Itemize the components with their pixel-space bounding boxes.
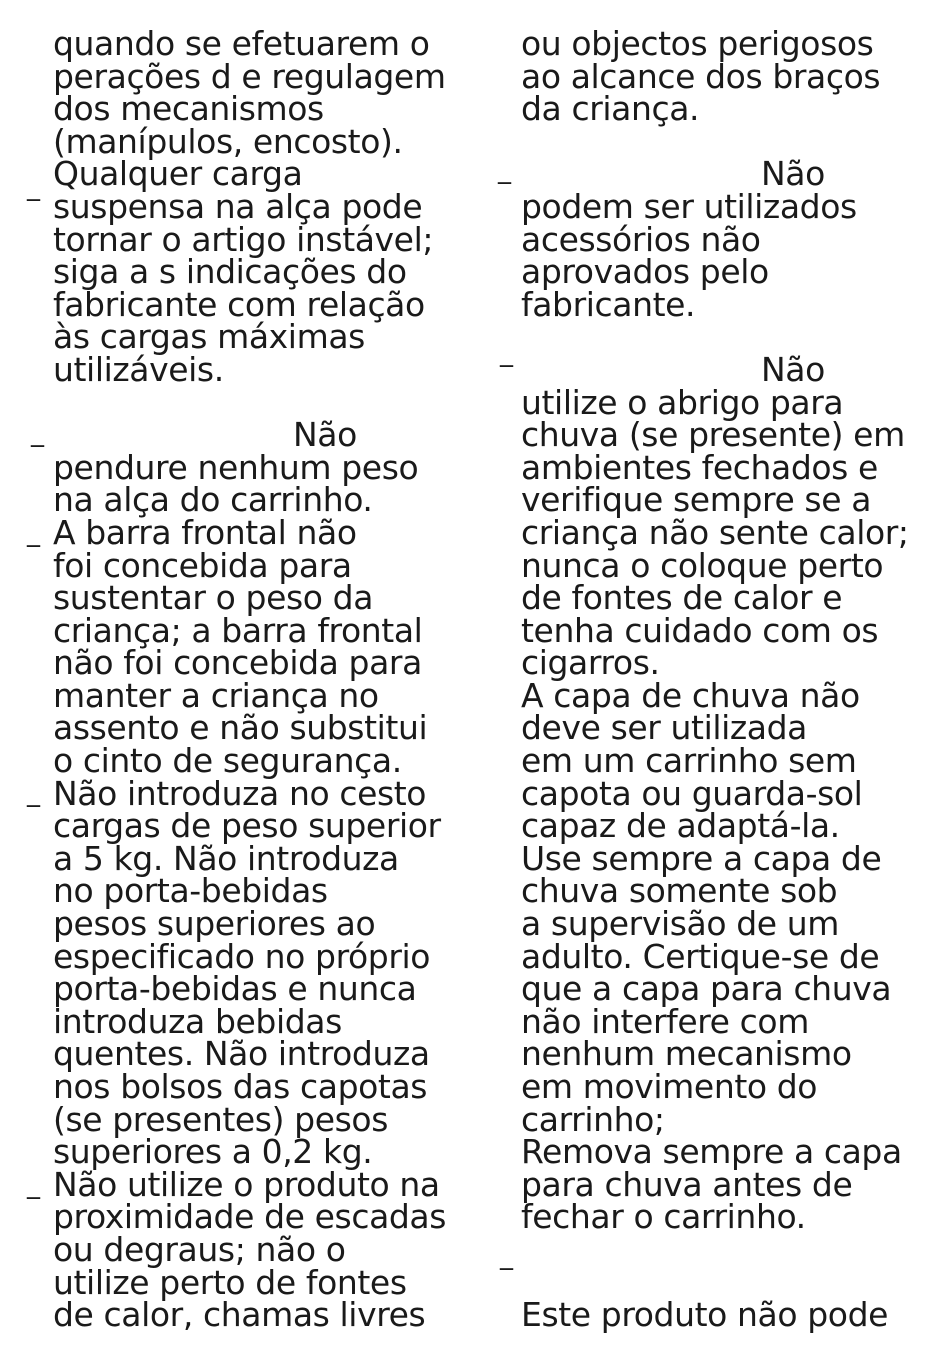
text-line: dos mecanismos [53,89,324,129]
text-line: de fontes de calor e [521,578,843,618]
text-line: criança não sente calor; [521,512,909,552]
text-line: Não utilize o produto na [53,1164,440,1204]
text-line: ao alcance dos braços [521,56,881,96]
text-line: em movimento do [521,1067,818,1106]
text-line: ou degraus; não o [53,1229,346,1269]
warning-heading: Não [293,415,357,455]
text-line: para chuva antes de [521,1164,853,1204]
text-line: podem ser utilizados [521,186,857,226]
text-line: adulto. Certique-se de [521,936,880,976]
text-line: da criança. [521,89,700,129]
bullet-dash: _ [27,518,40,548]
text-line: proximidade de escadas [53,1197,447,1237]
text-line: ambientes fechados e [521,447,878,487]
text-line: não interfere com [521,1001,809,1041]
warning-heading: Não [761,154,825,194]
text-line: introduza bebidas [53,1001,342,1041]
text-line: cigarros. [521,643,660,683]
text-line: quentes. Não introduza [53,1034,430,1074]
text-line: perações d e regulagem [53,56,446,96]
text-line: no porta-bebidas [53,871,328,911]
text-line: na alça do carrinho. [53,480,373,520]
text-line: fabricante com relação [53,284,425,324]
text-line: o cinto de segurança. [53,741,402,781]
paragraph-gap [521,126,941,159]
left-text-column [53,24,483,1335]
text-line: nenhum mecanismo [521,1034,852,1074]
text-line: Qualquer carga [53,154,303,194]
text-line: pesos superiores ao [53,904,376,944]
text-line: sustentar o peso da [53,578,374,618]
text-line: em um carrinho sem [521,741,857,781]
text-line: A capa de chuva não [521,675,860,715]
text-line: superiores a 0,2 kg. [53,1132,373,1172]
text-line: a supervisão de um [521,904,840,944]
text-line: Remova sempre a capa [521,1132,902,1172]
text-line: (se presentes) pesos [53,1099,388,1139]
text-line: cargas de peso superior [53,806,441,846]
text-line: carrinho; [521,1099,665,1139]
text-line: A barra frontal não [53,512,357,552]
text-line: foi concebida para [53,545,352,585]
warning-heading: Não [761,349,825,389]
text-line: Este produto não pode [521,1295,889,1335]
bullet-dash: _ [27,778,40,808]
text-line: capota ou guarda-sol [521,773,863,813]
text-line: de calor, chamas livres [53,1295,426,1335]
text-line: especificado no próprio [53,936,431,976]
text-line: fabricante. [521,284,696,324]
text-line: utilize o abrigo para [521,382,844,422]
text-line: criança; a barra frontal [53,610,423,650]
text-line: (manípulos, encosto). [53,121,403,161]
text-line: não foi concebida para [53,643,422,683]
text-line: chuva (se presente) em [521,415,905,455]
text-line: utilizáveis. [53,349,224,389]
text-line: aprovados pelo [521,252,769,292]
bullet-dash: _ [27,1170,40,1200]
text-line: ou objectos perigosos [521,24,874,63]
text-line: às cargas máximas [53,317,365,357]
text-line: assento e não substitui [53,708,428,748]
text-line: porta-bebidas e nunca [53,969,417,1009]
text-line: deve ser utilizada [521,708,807,748]
paragraph-gap [521,321,941,354]
text-line: capaz de adaptá-la. [521,806,840,846]
text-line: tenha cuidado com os [521,610,879,650]
text-line: Use sempre a capa de [521,838,882,878]
text-line: chuva somente sob [521,871,838,911]
text-line: nunca o coloque perto [521,545,884,585]
text-line: siga a s indicações do [53,252,407,292]
paragraph-gap [521,1234,941,1267]
text-line: a 5 kg. Não introduza [53,838,399,878]
text-line: fechar o carrinho. [521,1197,806,1237]
bullet-dash: _ [500,1241,513,1271]
bullet-dash: _ [31,418,44,448]
text-line: suspensa na alça pode [53,186,423,226]
bullet-dash: _ [500,338,513,368]
text-line: verifique sempre se a [521,480,872,520]
text-line: pendure nenhum peso [53,447,419,487]
text-line: tornar o artigo instável; [53,219,434,259]
bullet-dash: _ [498,155,511,185]
text-line: quando se efetuarem o [53,24,430,63]
text-line: utilize perto de fontes [53,1262,407,1302]
text-line: que a capa para chuva [521,969,892,1009]
right-text-column [521,24,941,1335]
bullet-dash: _ [27,172,40,202]
text-line: acessórios não [521,219,761,259]
text-line: manter a criança no [53,675,379,715]
text-line: Não introduza no cesto [53,773,427,813]
paragraph-gap [53,387,483,420]
text-line: nos bolsos das capotas [53,1067,428,1106]
